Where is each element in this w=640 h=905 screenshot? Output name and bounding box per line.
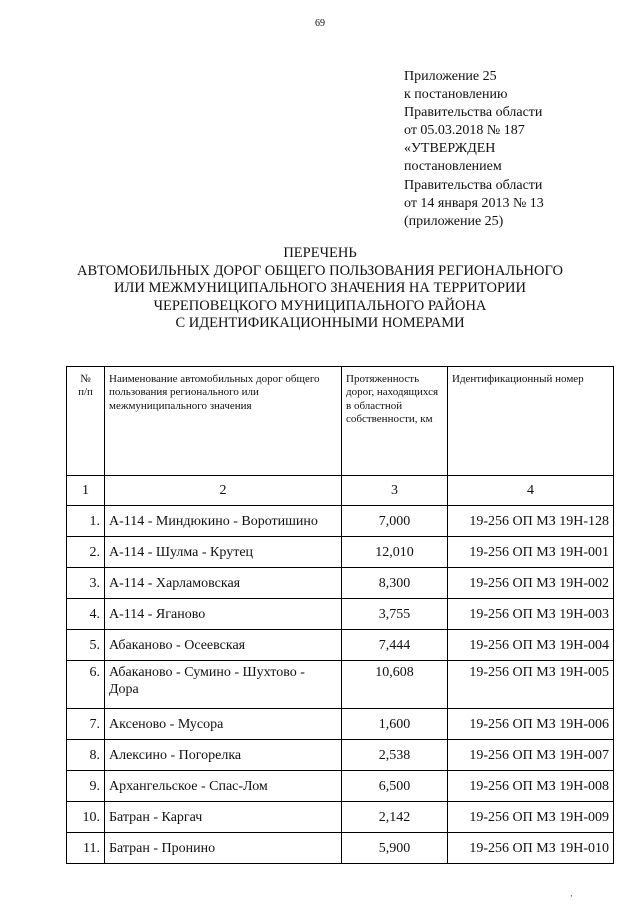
table-row xyxy=(67,771,614,802)
appendix-line: (приложение 25) xyxy=(404,213,504,229)
table-row xyxy=(67,630,614,661)
title-line: С ИДЕНТИФИКАЦИОННЫМИ НОМЕРАМИ xyxy=(175,315,465,331)
road-identifier: 19-256 ОП МЗ 19Н-003 xyxy=(448,599,614,630)
table-row xyxy=(67,740,614,771)
road-identifier: 19-256 ОП МЗ 19Н-009 xyxy=(448,802,614,833)
row-number: 11. xyxy=(67,833,105,864)
row-number: 1. xyxy=(67,506,105,537)
appendix-line: Правительства области xyxy=(404,177,543,193)
road-identifier: 19-256 ОП МЗ 19Н-004 xyxy=(448,630,614,661)
table-header-row xyxy=(67,367,614,476)
appendix-line: Приложение 25 xyxy=(404,69,497,84)
title-line: ПЕРЕЧЕНЬ xyxy=(283,245,357,261)
column-number: 2 xyxy=(105,476,342,506)
road-identifier: 19-256 ОП МЗ 19Н-007 xyxy=(448,740,614,771)
road-identifier: 19-256 ОП МЗ 19Н-002 xyxy=(448,568,614,599)
page-number: 69 xyxy=(315,18,325,29)
table-row xyxy=(67,661,614,709)
row-number: 10. xyxy=(67,802,105,833)
road-name: А-114 - Миндюкино - Воротишино xyxy=(105,506,342,537)
road-length: 8,300 xyxy=(342,568,448,599)
roads-table xyxy=(66,366,614,864)
road-name: Абаканово - Сумино - Шухтово - Дора xyxy=(105,661,342,709)
road-identifier: 19-256 ОП МЗ 19Н-008 xyxy=(448,771,614,802)
row-number: 7. xyxy=(67,709,105,740)
column-number: 3 xyxy=(342,476,448,506)
table-row xyxy=(67,709,614,740)
road-identifier: 19-256 ОП МЗ 19Н-005 xyxy=(448,661,614,709)
table-row xyxy=(67,599,614,630)
road-length: 5,900 xyxy=(342,833,448,864)
road-length: 12,010 xyxy=(342,537,448,568)
road-name: Батран - Пронино xyxy=(105,833,342,864)
table-row xyxy=(67,802,614,833)
road-name: А-114 - Яганово xyxy=(105,599,342,630)
header-road-name: Наименование автомобильных дорог общего пользования регионального или межмуниципального значения xyxy=(105,367,342,476)
row-number: 9. xyxy=(67,771,105,802)
header-identifier: Идентификационный номер xyxy=(448,367,614,476)
appendix-line: к постановлению xyxy=(404,87,508,103)
row-number: 5. xyxy=(67,630,105,661)
column-number-row xyxy=(67,476,614,506)
appendix-line: «УТВЕРЖДЕН xyxy=(404,141,496,157)
header-number-line2: п/п xyxy=(78,386,93,399)
road-length: 6,500 xyxy=(342,771,448,802)
appendix-line: постановлением xyxy=(404,159,502,175)
road-identifier: 19-256 ОП МЗ 19Н-001 xyxy=(448,537,614,568)
row-number: 4. xyxy=(67,599,105,630)
table-row xyxy=(67,568,614,599)
road-name: Алексино - Погорелка xyxy=(105,740,342,771)
table-row xyxy=(67,537,614,568)
appendix-line: от 14 января 2013 № 13 xyxy=(404,195,544,211)
row-number: 8. xyxy=(67,740,105,771)
appendix-line: от 05.03.2018 № 187 xyxy=(404,123,525,139)
row-number: 6. xyxy=(67,661,105,709)
column-number: 4 xyxy=(448,476,614,506)
road-name: Батран - Каргач xyxy=(105,802,342,833)
row-number: 3. xyxy=(67,568,105,599)
road-length: 2,538 xyxy=(342,740,448,771)
road-identifier: 19-256 ОП МЗ 19Н-006 xyxy=(448,709,614,740)
appendix-block xyxy=(404,68,634,231)
appendix-line: Правительства области xyxy=(404,105,543,121)
road-length: 1,600 xyxy=(342,709,448,740)
header-number xyxy=(67,367,105,476)
road-length: 7,000 xyxy=(342,506,448,537)
road-identifier: 19-256 ОП МЗ 19Н-010 xyxy=(448,833,614,864)
scan-mark: ‚ xyxy=(570,889,573,898)
road-name: Аксеново - Мусора xyxy=(105,709,342,740)
header-number-line1: № xyxy=(80,373,91,385)
title-line: ЧЕРЕПОВЕЦКОГО МУНИЦИПАЛЬНОГО РАЙОНА xyxy=(153,297,487,314)
title-line: ИЛИ МЕЖМУНИЦИПАЛЬНОГО ЗНАЧЕНИЯ НА ТЕРРИТОРИИ xyxy=(114,280,526,296)
road-length: 10,608 xyxy=(342,661,448,709)
road-name: А-114 - Харламовская xyxy=(105,568,342,599)
road-identifier: 19-256 ОП МЗ 19Н-128 xyxy=(448,506,614,537)
column-number: 1 xyxy=(67,476,105,506)
title-line: АВТОМОБИЛЬНЫХ ДОРОГ ОБЩЕГО ПОЛЬЗОВАНИЯ РЕГИОНАЛЬНОГО xyxy=(77,262,563,279)
table-row xyxy=(67,833,614,864)
header-length: Протяженность дорог, находящихся в областной собственности, км xyxy=(342,367,448,476)
road-length: 2,142 xyxy=(342,802,448,833)
row-number: 2. xyxy=(67,537,105,568)
road-length: 3,755 xyxy=(342,599,448,630)
road-name: Абаканово - Осеевская xyxy=(105,630,342,661)
road-length: 7,444 xyxy=(342,630,448,661)
table-row xyxy=(67,506,614,537)
road-name: Архангельское - Спас-Лом xyxy=(105,771,342,802)
document-title xyxy=(0,245,640,333)
road-name: А-114 - Шулма - Крутец xyxy=(105,537,342,568)
